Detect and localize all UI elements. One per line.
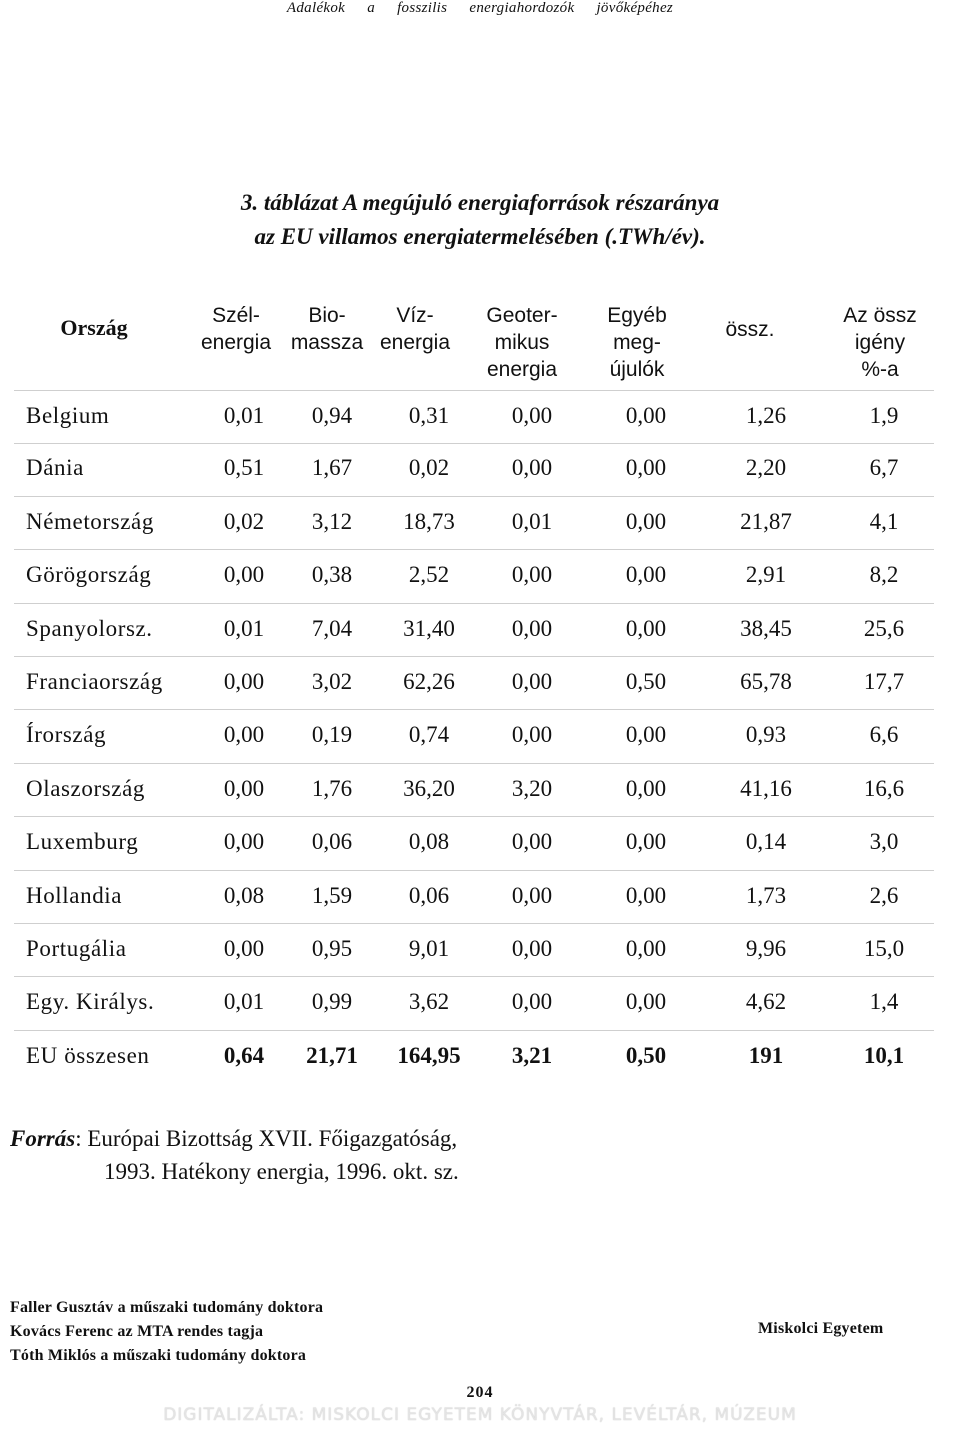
value-cell: 0,08	[408, 829, 450, 855]
column-header-line: újulók	[609, 358, 665, 381]
column-header-line: Egyéb	[607, 304, 667, 327]
digitization-stamp: DIGITALIZÁLTA: MISKOLCI EGYETEM KÖNYVTÁR, LEVÉLTÁR, MÚZEUM	[163, 1405, 797, 1425]
value-cell: 0,01	[223, 403, 265, 428]
table-title	[0, 186, 960, 254]
value-cell: 0,74	[408, 722, 450, 748]
column-header-line: Ország	[60, 315, 128, 340]
value-cell: 0,00	[625, 615, 667, 641]
country-cell: Portugália	[26, 936, 127, 961]
column-header-line: Bio-	[308, 304, 346, 327]
column-header-line: össz.	[725, 318, 775, 341]
value-cell: 164,95	[397, 1042, 461, 1068]
value-cell: 0,08	[223, 882, 265, 908]
value-cell: 0,00	[511, 882, 553, 908]
running-header-word: energiahordozók	[469, 0, 575, 16]
value-cell: 0,99	[311, 989, 353, 1015]
table-row	[14, 977, 934, 1030]
column-header-line: igény	[854, 331, 906, 354]
value-cell: 16,6	[863, 775, 905, 801]
author-line: Faller Gusztáv a műszaki tudomány doktora	[10, 1299, 324, 1316]
value-cell: 0,31	[408, 403, 450, 428]
value-cell: 0,38	[311, 562, 353, 588]
value-cell: 0,00	[223, 829, 265, 855]
value-cell: 0,00	[625, 508, 667, 534]
value-cell: 15,0	[863, 936, 905, 961]
value-cell: 21,87	[740, 508, 792, 534]
table-row	[14, 924, 934, 977]
value-cell: 10,1	[863, 1042, 905, 1068]
table-row	[14, 764, 934, 817]
value-cell: 2,52	[408, 562, 450, 588]
running-header-word: Adalékok	[286, 0, 346, 16]
table-row	[14, 710, 934, 763]
value-cell: 18,73	[403, 508, 455, 534]
value-cell: 25,6	[863, 615, 905, 641]
country-cell: Görögország	[26, 562, 152, 588]
table-title-line-2: az EU villamos energiatermelésében (.TWh/év).	[254, 224, 706, 249]
country-cell: Írország	[26, 722, 107, 748]
value-cell: 0,02	[408, 455, 450, 481]
value-cell: 0,51	[223, 455, 265, 481]
value-cell: 1,59	[311, 882, 353, 908]
column-header-line: %-a	[861, 358, 899, 381]
page-number: 204	[466, 1384, 494, 1401]
value-cell: 1,67	[311, 455, 353, 481]
value-cell: 0,00	[223, 722, 265, 748]
value-cell: 0,00	[625, 722, 667, 748]
country-cell: Franciaország	[26, 669, 163, 694]
value-cell: 0,19	[311, 722, 353, 748]
table-total-row	[14, 1031, 934, 1083]
value-cell: 3,02	[311, 669, 353, 694]
country-cell: Dánia	[26, 455, 84, 481]
value-cell: 38,45	[740, 615, 792, 641]
country-cell: Hollandia	[26, 882, 123, 908]
value-cell: 0,00	[511, 403, 553, 428]
value-cell: 0,00	[625, 403, 667, 428]
column-header-line: energia	[379, 331, 451, 354]
value-cell: 0,94	[311, 403, 353, 428]
value-cell: 0,95	[311, 936, 353, 961]
column-header-line: massza	[290, 331, 364, 354]
column-header-line: Szél-	[212, 304, 260, 327]
value-cell: 0,00	[511, 615, 553, 641]
country-cell: Olaszország	[26, 775, 145, 801]
value-cell: 0,50	[625, 1042, 667, 1068]
country-cell: Belgium	[26, 403, 110, 428]
column-header-line: energia	[200, 331, 272, 354]
table-header-row	[14, 302, 934, 390]
value-cell: 0,00	[223, 562, 265, 588]
column-header	[582, 302, 692, 383]
table-row	[14, 443, 934, 496]
value-cell: 1,9	[869, 403, 899, 428]
column-header-line: energia	[486, 358, 558, 381]
value-cell: 8,2	[869, 562, 899, 588]
country-cell: Luxemburg	[26, 829, 139, 855]
value-cell: 2,20	[745, 455, 787, 481]
value-cell: 0,00	[223, 936, 265, 961]
value-cell: 3,21	[511, 1042, 553, 1068]
country-cell: Spanyolorsz.	[26, 615, 153, 641]
value-cell: 9,01	[408, 936, 450, 961]
value-cell: 1,26	[745, 403, 787, 428]
value-cell: 1,73	[745, 882, 787, 908]
column-header	[365, 302, 465, 356]
table-title-line-1: 3. táblázat A megújuló energiaforrások részaránya	[240, 190, 720, 215]
value-cell: 0,00	[511, 722, 553, 748]
table-row	[14, 550, 934, 603]
source-label: Forrás	[10, 1126, 76, 1151]
value-cell: 0,00	[625, 455, 667, 481]
value-cell: 7,04	[311, 615, 353, 641]
value-cell: 0,14	[745, 829, 787, 855]
value-cell: 0,00	[511, 455, 553, 481]
running-header	[0, 0, 960, 17]
value-cell: 4,1	[869, 508, 899, 534]
value-cell: 2,6	[869, 882, 899, 908]
author-line: Tóth Miklós a műszaki tudomány doktora	[10, 1347, 307, 1364]
value-cell: 9,96	[745, 936, 787, 961]
column-header	[467, 302, 577, 383]
running-header-word: a	[367, 0, 375, 16]
value-cell: 3,0	[869, 829, 899, 855]
table-row	[14, 390, 934, 444]
country-cell: EU összesen	[26, 1042, 150, 1068]
value-cell: 0,02	[223, 508, 265, 534]
value-cell: 0,50	[625, 669, 667, 694]
column-header	[24, 314, 164, 341]
value-cell: 0,00	[625, 936, 667, 961]
column-header	[705, 316, 795, 343]
column-header	[820, 302, 940, 383]
value-cell: 6,7	[869, 455, 899, 481]
value-cell: 0,00	[625, 829, 667, 855]
value-cell: 2,91	[745, 562, 787, 588]
value-cell: 0,01	[223, 615, 265, 641]
table-row	[14, 871, 934, 924]
value-cell: 0,00	[511, 829, 553, 855]
value-cell: 0,00	[625, 882, 667, 908]
value-cell: 0,00	[511, 936, 553, 961]
value-cell: 0,00	[511, 562, 553, 588]
running-header-word: fosszilis	[397, 0, 448, 16]
value-cell: 3,12	[311, 508, 353, 534]
source-note	[10, 1122, 459, 1188]
value-cell: 191	[748, 1042, 784, 1068]
table-row	[14, 817, 934, 870]
value-cell: 41,16	[740, 775, 792, 801]
country-cell: Egy. Királys.	[26, 989, 155, 1015]
value-cell: 0,06	[408, 882, 450, 908]
table-row	[14, 497, 934, 550]
value-cell: 65,78	[740, 669, 792, 694]
authors-block	[10, 1296, 323, 1368]
table-row	[14, 657, 934, 710]
column-header	[191, 302, 281, 356]
value-cell: 0,00	[625, 989, 667, 1015]
value-cell: 4,62	[745, 989, 787, 1015]
value-cell: 0,00	[511, 669, 553, 694]
value-cell: 1,4	[869, 989, 899, 1015]
column-header-line: Geoter-	[486, 304, 558, 327]
value-cell: 0,00	[625, 562, 667, 588]
column-header-line: Az össz	[843, 304, 917, 327]
value-cell: 0,64	[223, 1042, 265, 1068]
value-cell: 21,71	[306, 1042, 358, 1068]
source-line-1: : Európai Bizottság XVII. Főigazgatóság,	[75, 1126, 458, 1151]
value-cell: 36,20	[403, 775, 455, 801]
value-cell: 3,20	[511, 775, 553, 801]
value-cell: 0,00	[625, 775, 667, 801]
value-cell: 31,40	[403, 615, 455, 641]
value-cell: 1,76	[311, 775, 353, 801]
value-cell: 0,00	[223, 669, 265, 694]
value-cell: 3,62	[408, 989, 450, 1015]
value-cell: 0,93	[745, 722, 787, 748]
value-cell: 17,7	[863, 669, 905, 694]
column-header	[282, 302, 372, 356]
value-cell: 0,00	[223, 775, 265, 801]
column-header-line: Víz-	[396, 304, 434, 327]
value-cell: 0,06	[311, 829, 353, 855]
column-header-line: mikus	[494, 331, 550, 354]
column-header-line: meg-	[613, 331, 661, 354]
value-cell: 0,01	[511, 508, 553, 534]
value-cell: 6,6	[869, 722, 899, 748]
country-cell: Németország	[26, 508, 154, 534]
affiliation: Miskolci Egyetem	[758, 1320, 884, 1337]
source-line-2: 1993. Hatékony energia, 1996. okt. sz.	[104, 1159, 459, 1184]
value-cell: 0,00	[511, 989, 553, 1015]
running-header-word: jövőképéhez	[596, 0, 674, 16]
value-cell: 0,01	[223, 989, 265, 1015]
value-cell: 62,26	[403, 669, 455, 694]
author-line: Kovács Ferenc az MTA rendes tagja	[10, 1323, 264, 1340]
table-row	[14, 604, 934, 657]
